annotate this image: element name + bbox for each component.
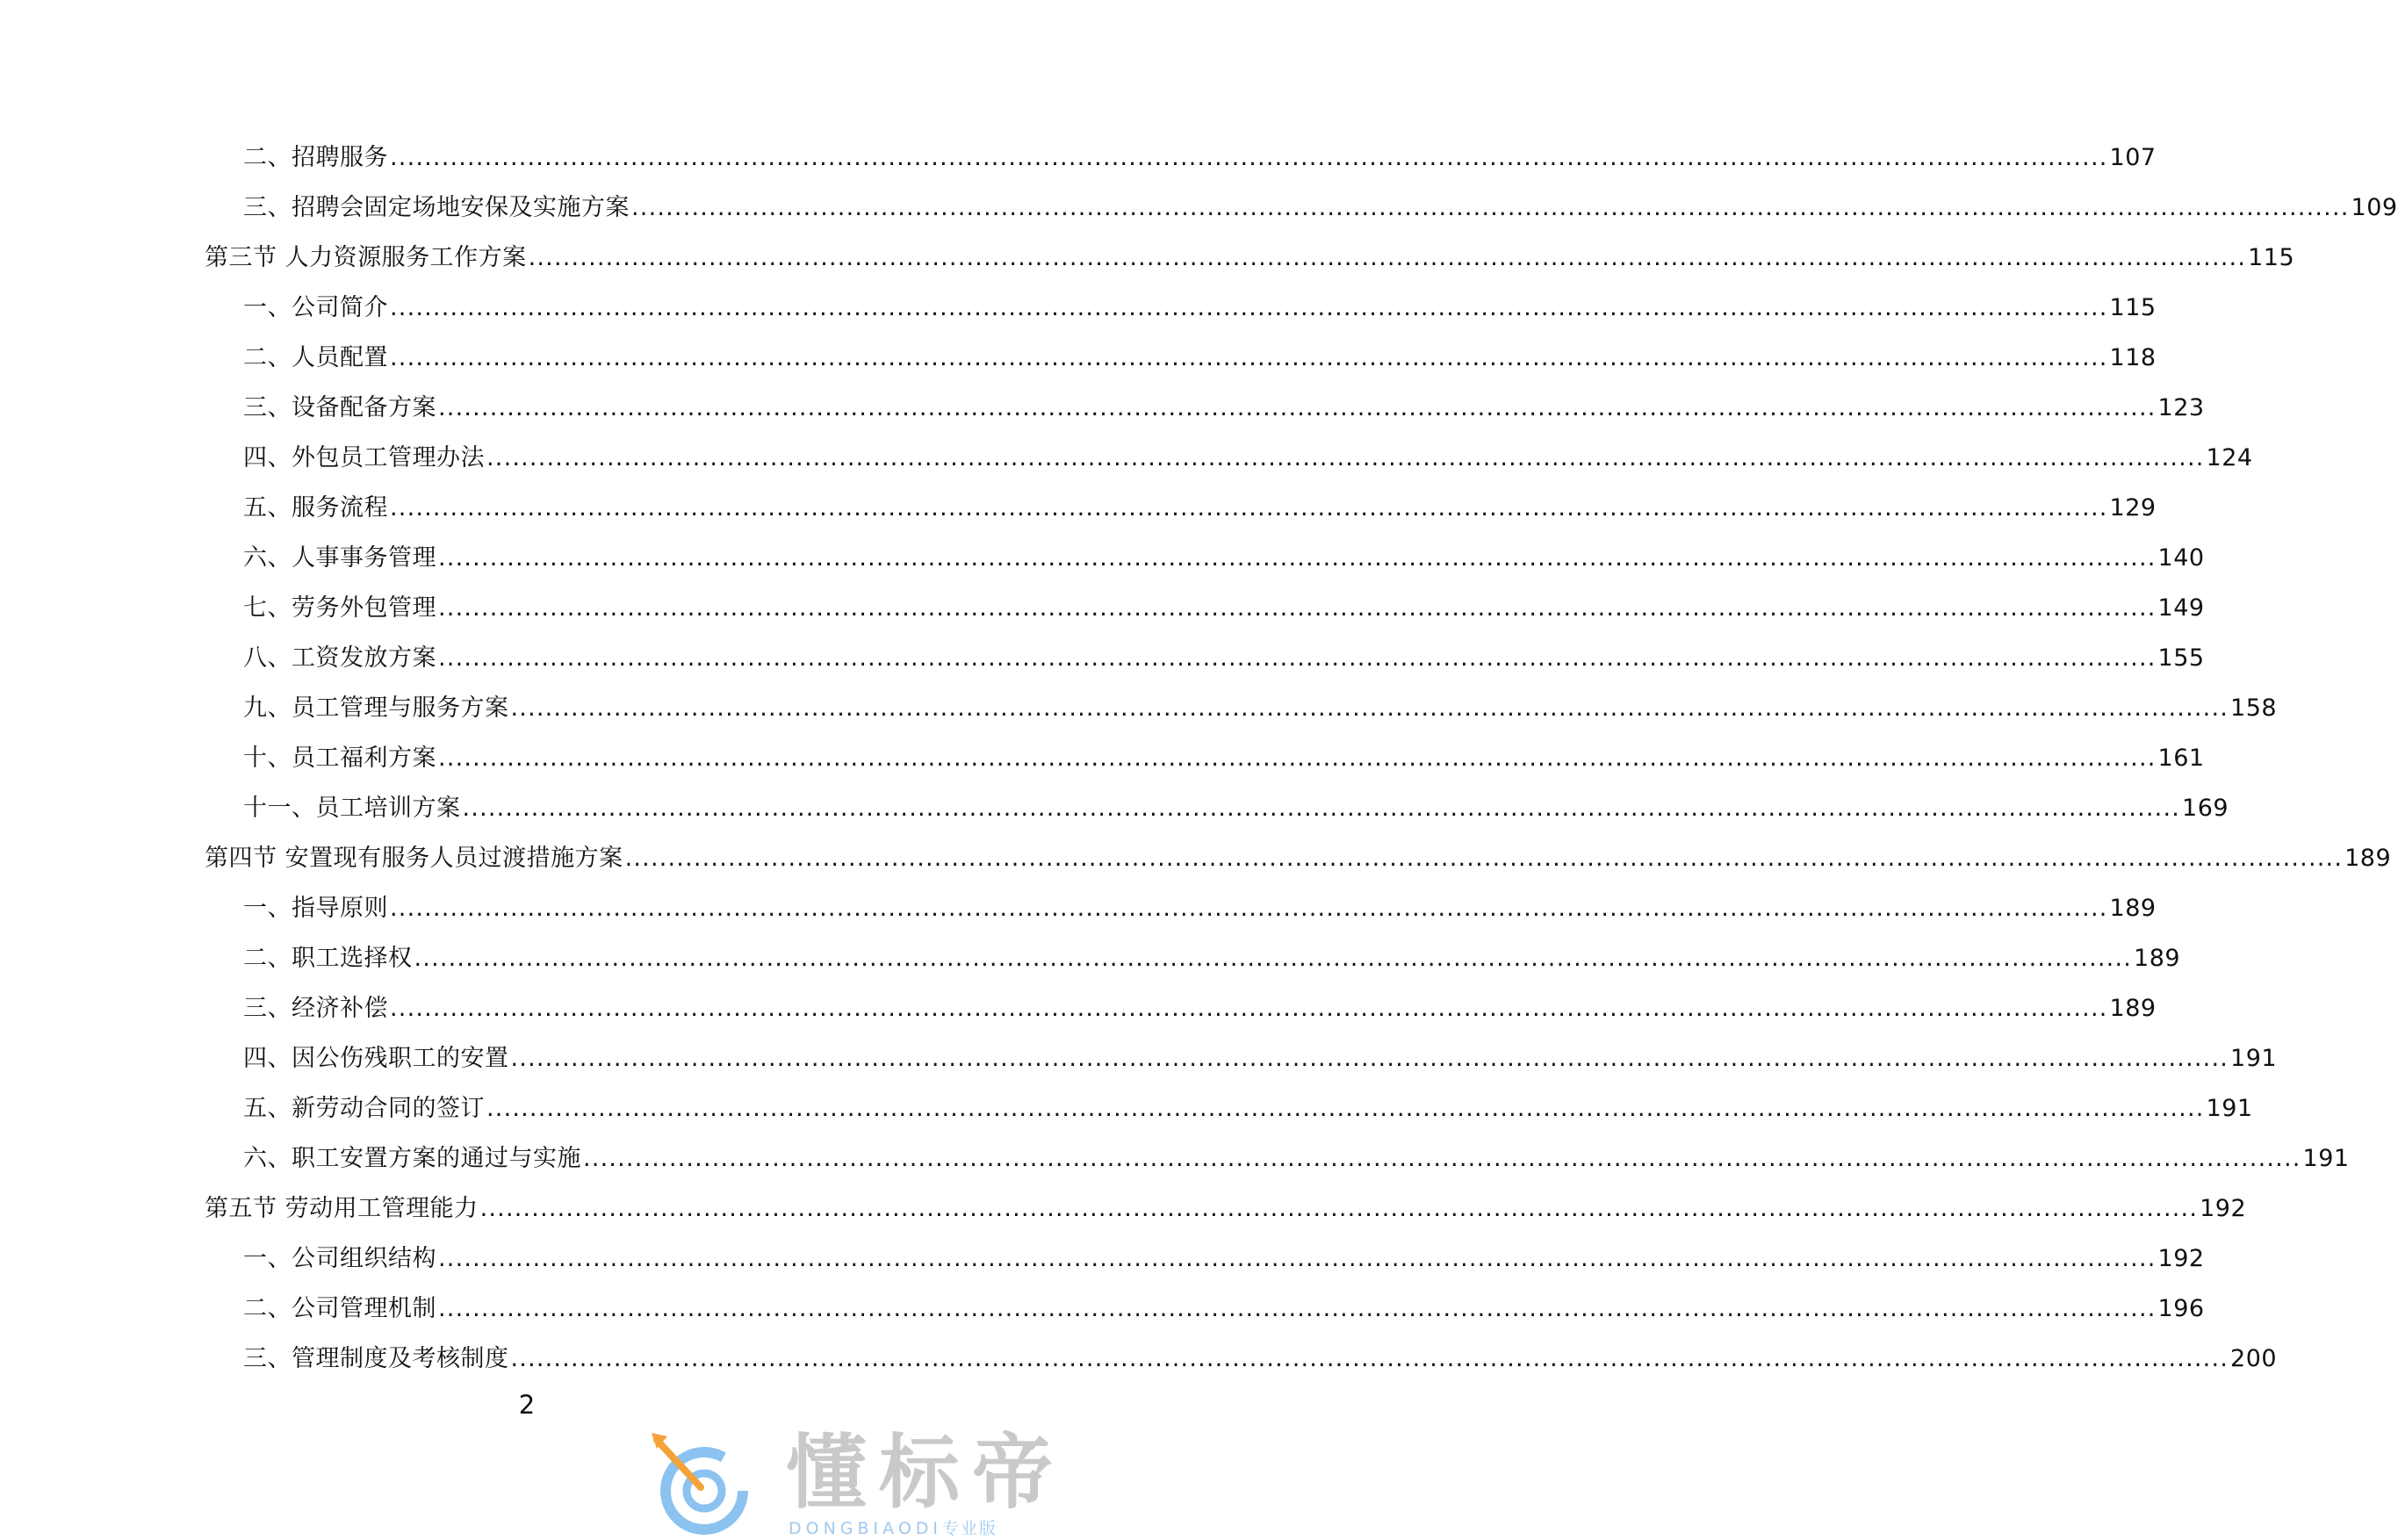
toc-entry [243,291,2157,326]
watermark-brand-name: 懂标帝 [786,1426,1066,1520]
toc-dot-leader: ........................................................................................................................................................................................................ [479,1195,2199,1222]
toc-entry-page: 192 [2157,1245,2205,1272]
toc-entry-title: 一、指导原则 [243,895,388,922]
toc-entry-title: 十、员工福利方案 [243,745,436,772]
toc-dot-leader: ........................................................................................................................................................................................................ [390,344,2108,371]
toc-entry-page: 189 [2109,995,2157,1022]
toc-entry [243,591,2205,626]
toc-dot-leader: ........................................................................................................................................................................................................ [438,644,2157,672]
toc-entry-title: 十一、员工培训方案 [243,795,461,822]
toc-entry [243,1091,2253,1126]
toc-entry-title: 二、职工选择权 [243,945,413,972]
toc-dot-leader: ........................................................................................................................................................................................................ [390,294,2108,321]
toc-entry-page: 191 [2302,1145,2350,1172]
toc-entry [243,140,2157,176]
toc-entry-title: 八、工资发放方案 [243,644,436,672]
toc-entry [243,1342,2278,1377]
toc-entry-page: 129 [2109,494,2157,522]
toc-entry-title: 第四节 安置现有服务人员过渡措施方案 [205,845,623,872]
toc-entry [205,841,2392,876]
toc-entry [243,391,2205,426]
toc-dot-leader: ........................................................................................................................................................................................................ [438,1295,2157,1322]
toc-entry-title: 三、设备配备方案 [243,394,436,421]
toc-dot-leader: ........................................................................................................................................................................................................ [528,244,2247,271]
toc-dot-leader: ........................................................................................................................................................................................................ [583,1145,2301,1172]
toc-entry [243,541,2205,576]
toc-entry-page: 115 [2248,244,2295,271]
toc-entry-page: 189 [2134,945,2181,972]
toc-entry [243,791,2229,826]
toc-entry-title: 二、招聘服务 [243,144,388,171]
toc-entry [243,1141,2350,1177]
toc-entry-page: 161 [2157,745,2205,772]
toc-entry [243,641,2205,676]
toc-entry [243,1241,2205,1277]
toc-dot-leader: ........................................................................................................................................................................................................ [438,544,2157,572]
toc-entry-page: 169 [2182,795,2229,822]
toc-entry-page: 115 [2109,294,2157,321]
toc-dot-leader: ........................................................................................................................................................................................................ [624,845,2344,872]
toc-entry-page: 158 [2230,694,2278,722]
toc-entry [243,441,2253,476]
watermark-edition: 专业版 [942,1519,998,1538]
toc-entry-title: 四、外包员工管理办法 [243,444,485,471]
toc-dot-leader: ........................................................................................................................................................................................................ [631,194,2350,221]
toc-dot-leader: ........................................................................................................................................................................................................ [510,1045,2229,1072]
toc-dot-leader: ........................................................................................................................................................................................................ [486,444,2205,471]
watermark-subtitle [789,1515,997,1539]
toc-entry [243,691,2278,726]
toc-entry-page: 189 [2344,845,2392,872]
toc-entry-page: 191 [2206,1095,2253,1122]
toc-entry-title: 一、公司组织结构 [243,1245,436,1272]
toc-entry-page: 155 [2157,644,2205,672]
toc-entry-title: 第三节 人力资源服务工作方案 [205,244,527,271]
toc-entry-title: 第五节 劳动用工管理能力 [205,1195,479,1222]
toc-entry-page: 109 [2351,194,2398,221]
toc-dot-leader: ........................................................................................................................................................................................................ [438,594,2157,622]
toc-dot-leader: ........................................................................................................................................................................................................ [390,494,2108,522]
toc-entry-page: 191 [2230,1045,2278,1072]
toc-entry-title: 六、职工安置方案的通过与实施 [243,1145,581,1172]
toc-entry [243,991,2157,1026]
toc-entry-title: 一、公司简介 [243,294,388,321]
toc-entry-title: 四、因公伤残职工的安置 [243,1045,509,1072]
toc-entry-title: 二、公司管理机制 [243,1295,436,1322]
toc-entry-page: 140 [2157,544,2205,572]
toc-entry [243,1292,2205,1327]
watermark-pinyin: DONGBIAODI [789,1519,943,1538]
toc-entry-title: 三、管理制度及考核制度 [243,1345,509,1372]
toc-entry-title: 二、人员配置 [243,344,388,371]
toc-entry [243,891,2157,926]
toc-entry-title: 五、新劳动合同的签订 [243,1095,485,1122]
toc-entry-page: 196 [2157,1295,2205,1322]
toc-entry-page: 149 [2157,594,2205,622]
page-number: 2 [518,1390,536,1420]
toc-entry [243,191,2398,226]
toc-entry [205,1191,2247,1227]
toc-entry-title: 三、经济补偿 [243,995,388,1022]
toc-dot-leader: ........................................................................................................................................................................................................ [390,895,2108,922]
toc-entry-page: 189 [2109,895,2157,922]
toc-entry [243,1041,2278,1076]
toc-dot-leader: ........................................................................................................................................................................................................ [438,394,2157,421]
toc-entry [205,241,2295,276]
toc-entry-page: 118 [2109,344,2157,371]
target-logo-icon [650,1429,764,1539]
toc-dot-leader: ........................................................................................................................................................................................................ [390,144,2108,171]
toc-dot-leader: ........................................................................................................................................................................................................ [414,945,2133,972]
toc-entry-page: 124 [2206,444,2253,471]
toc-entry-page: 123 [2157,394,2205,421]
toc-dot-leader: ........................................................................................................................................................................................................ [438,745,2157,772]
toc-dot-leader: ........................................................................................................................................................................................................ [486,1095,2205,1122]
toc-entry-page: 200 [2230,1345,2278,1372]
toc-dot-leader: ........................................................................................................................................................................................................ [510,694,2229,722]
toc-dot-leader: ........................................................................................................................................................................................................ [438,1245,2157,1272]
toc-entry-title: 七、劳务外包管理 [243,594,436,622]
toc-dot-leader: ........................................................................................................................................................................................................ [390,995,2108,1022]
toc-entry [243,741,2205,776]
toc-entry-page: 107 [2109,144,2157,171]
toc-entry [243,941,2181,976]
watermark-logo [650,1426,1071,1538]
toc-entry [243,491,2157,526]
toc-entry [243,341,2157,376]
toc-entry-title: 九、员工管理与服务方案 [243,694,509,722]
toc-entry-page: 192 [2200,1195,2247,1222]
toc-dot-leader: ........................................................................................................................................................................................................ [462,795,2181,822]
toc-entry-title: 五、服务流程 [243,494,388,522]
toc-entry-title: 六、人事事务管理 [243,544,436,572]
toc-entry-title: 三、招聘会固定场地安保及实施方案 [243,194,630,221]
toc-dot-leader: ........................................................................................................................................................................................................ [510,1345,2229,1372]
